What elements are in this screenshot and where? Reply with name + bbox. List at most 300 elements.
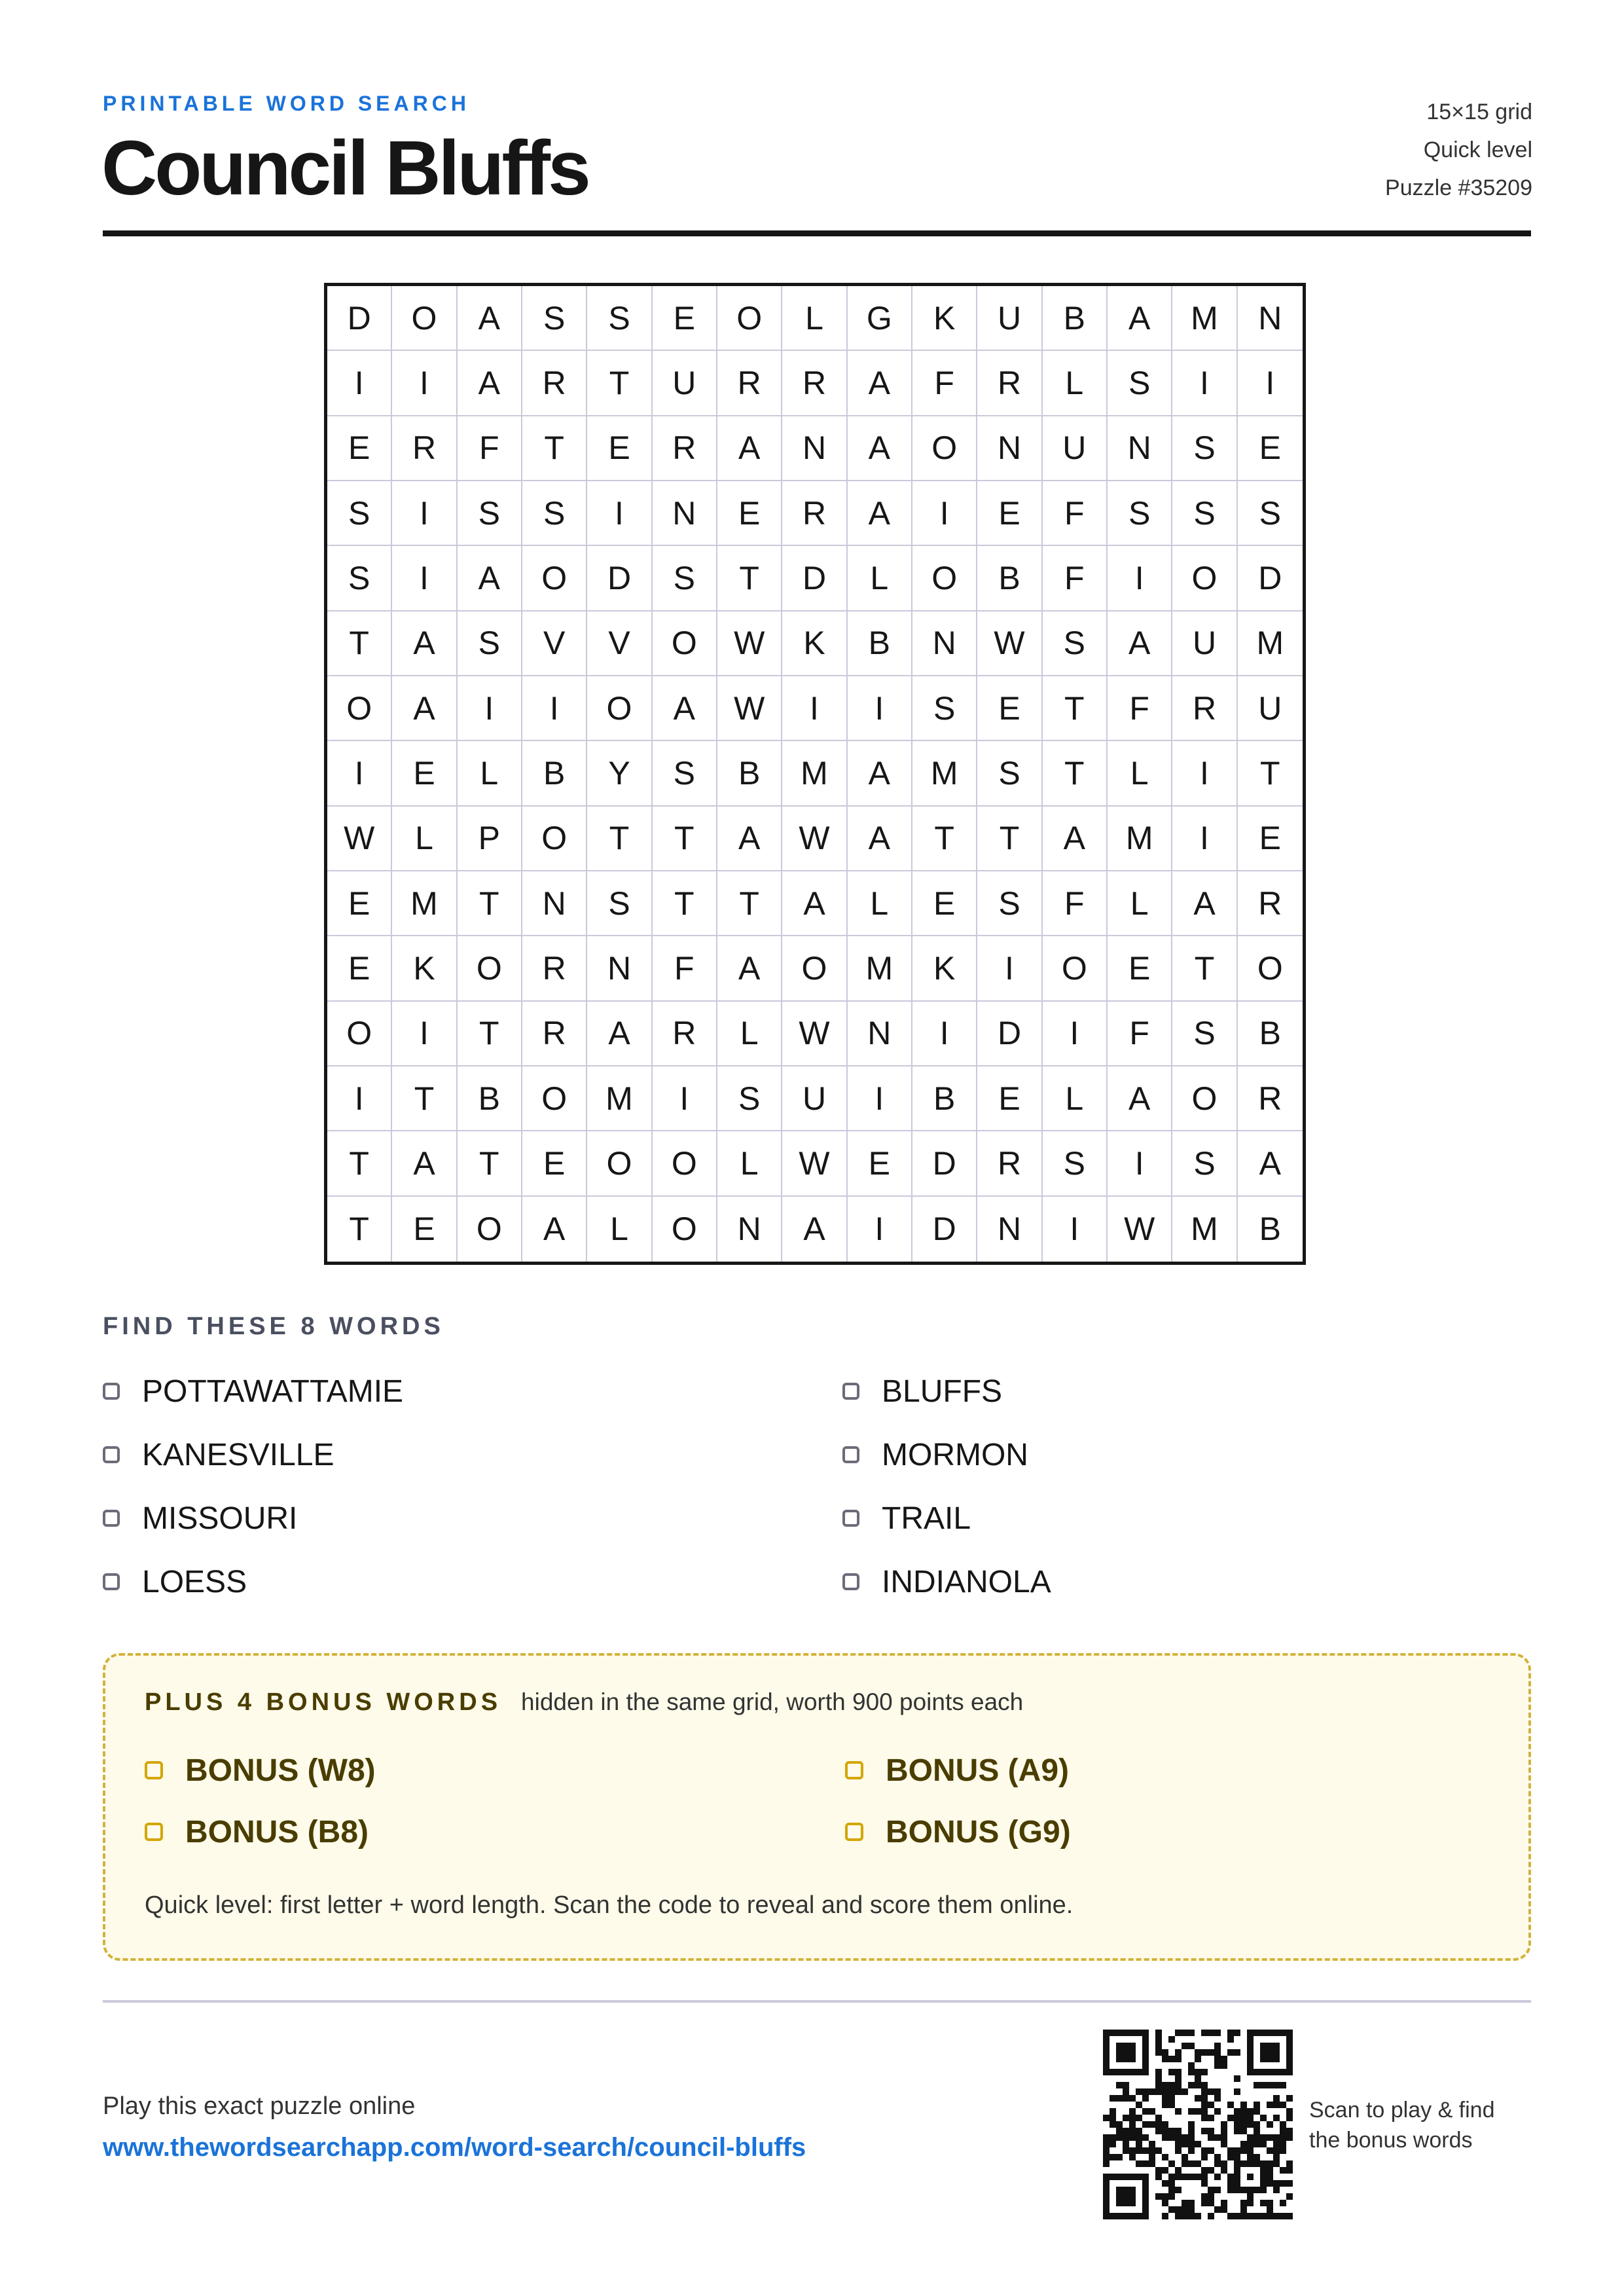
grid-cell[interactable]: L [848,871,912,936]
grid-cell[interactable]: V [522,611,587,676]
qr-module [1110,2095,1116,2102]
qr-module [1247,2154,1254,2160]
bonus-word-item[interactable] [845,1809,1434,1855]
grid-cell[interactable]: I [1108,1131,1172,1196]
grid-cell[interactable]: O [522,1066,587,1131]
grid-cell[interactable]: M [392,871,457,936]
grid-cell[interactable]: T [458,871,522,936]
grid-cell[interactable]: W [717,676,782,741]
grid-cell[interactable]: S [653,741,717,806]
grid-cell[interactable]: U [1172,611,1237,676]
grid-cell[interactable]: E [848,1131,912,1196]
qr-module [1234,2075,1240,2082]
grid-cell[interactable]: A [848,741,912,806]
grid-cell[interactable]: A [653,676,717,741]
grid-cell[interactable]: D [977,1002,1042,1066]
grid-cell[interactable]: S [653,546,717,611]
grid-cell[interactable]: F [458,416,522,481]
grid-cell[interactable]: I [782,676,847,741]
grid-cell[interactable]: R [522,1002,587,1066]
grid-cell[interactable]: L [717,1002,782,1066]
grid-cell[interactable]: W [782,1131,847,1196]
grid-cell[interactable]: M [1172,1197,1237,1262]
checkbox-icon[interactable] [842,1573,859,1590]
grid-cell[interactable]: M [912,741,977,806]
grid-cell[interactable]: T [1043,676,1108,741]
grid-cell[interactable]: S [1108,481,1172,546]
grid-cell[interactable]: O [912,546,977,611]
grid-cell[interactable]: K [912,286,977,351]
grid-cell[interactable]: I [392,351,457,416]
grid-cell[interactable]: I [1172,351,1237,416]
grid-cell[interactable]: A [1108,286,1172,351]
grid-cell[interactable]: A [848,807,912,871]
grid-cell[interactable]: S [1172,481,1237,546]
grid-cell[interactable]: B [458,1066,522,1131]
grid-cell[interactable]: S [717,1066,782,1131]
grid-cell[interactable]: D [327,286,392,351]
grid-cell[interactable]: W [977,611,1042,676]
letter-grid[interactable] [324,283,1306,1265]
grid-cell[interactable]: S [587,286,652,351]
grid-cell[interactable]: I [327,741,392,806]
grid-cell[interactable]: L [717,1131,782,1196]
checkbox-icon[interactable] [103,1383,120,1400]
grid-cell[interactable]: M [1238,611,1303,676]
grid-cell[interactable]: E [717,481,782,546]
grid-cell[interactable]: R [1172,676,1237,741]
grid-cell[interactable]: T [327,1131,392,1196]
grid-cell[interactable]: L [1108,741,1172,806]
grid-cell[interactable]: W [782,1002,847,1066]
grid-cell[interactable]: W [782,807,847,871]
grid-cell[interactable]: N [1108,416,1172,481]
grid-cell[interactable]: S [977,871,1042,936]
grid-cell[interactable]: E [977,676,1042,741]
grid-cell[interactable]: A [848,416,912,481]
grid-cell[interactable]: T [653,871,717,936]
grid-cell[interactable]: O [1238,936,1303,1001]
grid-cell[interactable]: I [977,936,1042,1001]
grid-cell[interactable]: O [653,1131,717,1196]
qr-module [1280,2180,1286,2187]
grid-cell[interactable]: I [848,1066,912,1131]
qr-module [1136,2134,1142,2141]
grid-cell[interactable]: I [587,481,652,546]
grid-cell[interactable]: R [782,481,847,546]
qr-module [1175,2056,1182,2062]
grid-cell[interactable]: S [1043,611,1108,676]
grid-cell[interactable]: S [458,481,522,546]
word-list-item[interactable] [842,1432,1531,1478]
grid-cell[interactable]: A [392,1131,457,1196]
grid-cell[interactable]: O [587,676,652,741]
grid-cell[interactable]: F [1043,871,1108,936]
grid-cell[interactable]: T [1043,741,1108,806]
grid-cell[interactable]: E [1238,807,1303,871]
bonus-word-item[interactable] [845,1747,1434,1793]
qr-module [1234,2147,1240,2154]
checkbox-icon[interactable] [845,1761,863,1779]
grid-cell[interactable]: U [1238,676,1303,741]
grid-cell[interactable]: I [848,676,912,741]
qr-module [1273,2134,1280,2141]
qr-module [1116,2154,1123,2160]
word-list-item[interactable] [103,1368,842,1414]
word-list-item[interactable] [103,1432,842,1478]
qr-module [1123,2082,1129,2088]
grid-cell[interactable]: W [1108,1197,1172,1262]
grid-cell[interactable]: O [587,1131,652,1196]
qr-module [1280,2128,1286,2134]
grid-cell[interactable]: E [1238,416,1303,481]
grid-cell[interactable]: O [1172,1066,1237,1131]
grid-cell[interactable]: T [587,351,652,416]
grid-cell[interactable]: A [392,611,457,676]
grid-cell[interactable]: T [522,416,587,481]
qr-module [1103,2154,1110,2160]
qr-module [1240,2128,1247,2134]
grid-cell[interactable]: D [782,546,847,611]
grid-cell[interactable]: E [977,1066,1042,1131]
grid-cell[interactable]: U [977,286,1042,351]
grid-cell[interactable]: A [522,1197,587,1262]
bonus-word-list [145,1747,1434,1870]
grid-cell[interactable]: F [1043,481,1108,546]
grid-cell[interactable]: I [1238,351,1303,416]
grid-cell[interactable]: F [1043,546,1108,611]
grid-cell[interactable]: I [1043,1197,1108,1262]
grid-cell[interactable]: L [1043,351,1108,416]
qr-module [1103,2141,1110,2147]
grid-cell[interactable]: M [848,936,912,1001]
qr-module [1110,2134,1116,2141]
meta-grid-size: 15×15 grid [1426,100,1532,124]
qr-module [1273,2213,1280,2219]
grid-cell[interactable]: N [587,936,652,1001]
bonus-word-item[interactable] [145,1747,845,1793]
checkbox-icon[interactable] [103,1510,120,1527]
grid-cell[interactable]: S [327,546,392,611]
grid-cell[interactable]: E [1108,936,1172,1001]
grid-cell[interactable]: T [1238,741,1303,806]
qr-module [1188,2200,1195,2206]
grid-cell[interactable]: A [1108,611,1172,676]
grid-cell[interactable]: O [1172,546,1237,611]
grid-cell[interactable]: A [1172,871,1237,936]
grid-cell[interactable]: G [848,286,912,351]
qr-module [1214,2062,1221,2069]
grid-cell[interactable]: T [977,807,1042,871]
grid-cell[interactable]: O [327,676,392,741]
grid-cell[interactable]: A [782,871,847,936]
qr-module [1201,2167,1208,2174]
grid-cell[interactable]: N [782,416,847,481]
grid-cell[interactable]: B [848,611,912,676]
grid-cell[interactable]: R [977,351,1042,416]
grid-cell[interactable]: O [522,807,587,871]
qr-module [1136,2160,1142,2167]
grid-cell[interactable]: S [912,676,977,741]
grid-cell[interactable]: A [458,286,522,351]
grid-cell[interactable]: B [522,741,587,806]
grid-cell[interactable]: R [977,1131,1042,1196]
qr-module [1136,2115,1142,2121]
grid-cell[interactable]: S [458,611,522,676]
grid-cell[interactable]: S [1238,481,1303,546]
grid-cell[interactable]: D [912,1131,977,1196]
grid-cell[interactable]: F [1108,1002,1172,1066]
grid-cell[interactable]: R [717,351,782,416]
grid-cell[interactable]: R [653,1002,717,1066]
grid-cell[interactable]: N [977,1197,1042,1262]
grid-cell[interactable]: O [458,936,522,1001]
qr-module [1214,2108,1221,2115]
grid-cell[interactable]: O [653,611,717,676]
grid-cell[interactable]: O [782,936,847,1001]
grid-cell[interactable]: A [1108,1066,1172,1131]
checkbox-icon[interactable] [145,1761,163,1779]
checkbox-icon[interactable] [103,1573,120,1590]
grid-cell[interactable]: O [653,1197,717,1262]
play-online-label: Play this exact puzzle online [103,2092,416,2120]
grid-cell[interactable]: U [653,351,717,416]
grid-cell[interactable]: I [1172,741,1237,806]
grid-cell[interactable]: S [1108,351,1172,416]
grid-cell[interactable]: I [392,546,457,611]
grid-cell[interactable]: Y [587,741,652,806]
grid-cell[interactable]: S [1172,1002,1237,1066]
grid-cell[interactable]: I [1108,546,1172,611]
grid-cell[interactable]: L [587,1197,652,1262]
play-online-link[interactable]: www.thewordsearchapp.com/word-search/council-bluffs [103,2133,806,2162]
grid-cell[interactable]: E [392,741,457,806]
grid-cell[interactable]: E [392,1197,457,1262]
grid-cell[interactable]: B [977,546,1042,611]
grid-cell[interactable]: I [458,676,522,741]
grid-cell[interactable]: T [912,807,977,871]
grid-cell[interactable]: L [1043,1066,1108,1131]
qr-module [1227,2030,1234,2036]
grid-cell[interactable]: E [327,416,392,481]
grid-cell[interactable]: I [912,1002,977,1066]
grid-cell[interactable]: A [458,351,522,416]
qr-module [1227,2213,1234,2219]
grid-cell[interactable]: T [717,546,782,611]
grid-cell[interactable]: I [912,481,977,546]
grid-cell[interactable]: L [782,286,847,351]
grid-cell[interactable]: I [848,1197,912,1262]
checkbox-icon[interactable] [145,1823,163,1841]
grid-cell[interactable]: O [717,286,782,351]
grid-cell[interactable]: N [1238,286,1303,351]
grid-cell[interactable]: A [587,1002,652,1066]
qr-module [1149,2141,1155,2147]
grid-cell[interactable]: B [717,741,782,806]
grid-cell[interactable]: N [848,1002,912,1066]
grid-cell[interactable]: E [587,416,652,481]
grid-cell[interactable]: T [392,1066,457,1131]
word-list-item[interactable] [103,1495,842,1541]
grid-cell[interactable]: E [653,286,717,351]
grid-cell[interactable]: D [587,546,652,611]
grid-cell[interactable]: E [977,481,1042,546]
grid-cell[interactable]: F [912,351,977,416]
grid-cell[interactable]: S [1043,1131,1108,1196]
qr-module [1155,2193,1162,2200]
grid-cell[interactable]: T [653,807,717,871]
grid-cell[interactable]: L [458,741,522,806]
word-label: TRAIL [882,1501,971,1536]
qr-module [1267,2147,1273,2154]
grid-cell[interactable]: O [522,546,587,611]
grid-cell[interactable]: L [392,807,457,871]
grid-cell[interactable]: M [1108,807,1172,871]
grid-cell[interactable]: S [977,741,1042,806]
grid-cell[interactable]: L [1108,871,1172,936]
grid-cell[interactable]: O [1043,936,1108,1001]
grid-cell[interactable]: D [912,1197,977,1262]
grid-cell[interactable]: P [458,807,522,871]
grid-cell[interactable]: O [327,1002,392,1066]
grid-cell[interactable]: B [1043,286,1108,351]
grid-cell[interactable]: A [1043,807,1108,871]
qr-module [1240,2200,1247,2206]
checkbox-icon[interactable] [842,1383,859,1400]
word-list-item[interactable] [842,1559,1531,1605]
grid-cell[interactable]: O [912,416,977,481]
grid-cell[interactable]: N [977,416,1042,481]
grid-cell[interactable]: A [848,481,912,546]
grid-cell[interactable]: A [458,546,522,611]
qr-module [1286,2128,1293,2134]
grid-cell[interactable]: N [653,481,717,546]
qr-module [1136,2141,1142,2147]
grid-cell[interactable]: T [587,807,652,871]
grid-cell[interactable]: E [912,871,977,936]
qr-module [1175,2049,1182,2056]
grid-cell[interactable]: I [392,481,457,546]
qr-module [1273,2102,1280,2108]
grid-cell[interactable]: B [1259,1211,1281,1248]
grid-cell[interactable]: E [522,1131,587,1196]
grid-cell[interactable]: V [587,611,652,676]
qr-module [1254,2082,1260,2088]
grid-cell[interactable]: T [717,871,782,936]
grid-cell[interactable]: F [653,936,717,1001]
grid-cell[interactable]: O [458,1197,522,1262]
grid-cell[interactable]: I [1172,807,1237,871]
grid-cell[interactable]: A [392,676,457,741]
grid-cell[interactable]: R [392,416,457,481]
grid-cell[interactable]: T [1172,936,1237,1001]
grid-cell[interactable]: U [782,1066,847,1131]
qr-module [1103,2160,1110,2167]
grid-cell[interactable]: L [848,546,912,611]
grid-cell[interactable]: R [522,936,587,1001]
grid-cell[interactable]: R [1238,1066,1303,1131]
word-list-item[interactable] [103,1559,842,1605]
grid-cell[interactable]: I [392,1002,457,1066]
grid-cell[interactable]: U [1043,416,1108,481]
grid-cell[interactable]: B [912,1066,977,1131]
grid-cell[interactable]: N [522,871,587,936]
grid-cell[interactable]: R [522,351,587,416]
qr-module [1123,2115,1129,2121]
grid-cell[interactable]: I [1043,1002,1108,1066]
grid-cell[interactable]: A [717,807,782,871]
grid-cell[interactable]: T [327,1197,392,1262]
qr-module [1142,2147,1149,2154]
grid-cell[interactable]: I [327,351,392,416]
grid-cell[interactable]: T [458,1131,522,1196]
grid-cell[interactable]: W [717,611,782,676]
grid-cell[interactable]: K [782,611,847,676]
grid-cell[interactable]: S [1172,416,1237,481]
grid-cell[interactable]: I [327,1066,392,1131]
grid-cell[interactable]: F [1108,676,1172,741]
word-list-item[interactable] [842,1368,1531,1414]
grid-cell[interactable]: M [587,1066,652,1131]
grid-cell[interactable]: T [327,611,392,676]
grid-cell[interactable]: I [522,676,587,741]
grid-cell[interactable]: S [1172,1131,1237,1196]
grid-cell[interactable]: K [912,936,977,1001]
grid-cell[interactable]: S [522,286,587,351]
word-list-item[interactable] [842,1495,1531,1541]
grid-cell[interactable]: N [912,611,977,676]
checkbox-icon[interactable] [103,1446,120,1463]
grid-cell[interactable]: R [1238,871,1303,936]
grid-cell[interactable]: M [782,741,847,806]
grid-cell[interactable]: A [782,1197,847,1262]
grid-cell[interactable]: E [327,871,392,936]
qr-code-icon[interactable] [1103,2030,1293,2219]
grid-cell[interactable]: T [458,1002,522,1066]
checkbox-icon[interactable] [842,1510,859,1527]
grid-cell[interactable]: A [717,936,782,1001]
grid-cell[interactable]: A [1238,1131,1303,1196]
grid-cell[interactable]: E [327,936,392,1001]
qr-module [1221,2056,1227,2062]
grid-cell[interactable]: S [327,481,392,546]
grid-cell[interactable]: M [1172,286,1237,351]
qr-module [1254,2134,1260,2141]
qr-module [1267,2102,1273,2108]
grid-cell[interactable]: S [522,481,587,546]
grid-cell[interactable]: R [653,416,717,481]
grid-cell[interactable]: N [717,1197,782,1262]
qr-module [1201,2082,1208,2088]
grid-cell[interactable]: A [848,351,912,416]
grid-cell[interactable]: D [1238,546,1303,611]
grid-cell[interactable]: K [392,936,457,1001]
checkbox-icon[interactable] [845,1823,863,1841]
checkbox-icon[interactable] [842,1446,859,1463]
grid-cell[interactable]: A [717,416,782,481]
grid-cell[interactable]: O [392,286,457,351]
qr-module [1129,2095,1136,2102]
grid-cell[interactable]: S [587,871,652,936]
qr-module [1129,2154,1136,2160]
qr-module [1168,2160,1175,2167]
grid-cell[interactable]: B [1238,1002,1303,1066]
grid-cell[interactable]: W [327,807,392,871]
grid-cell[interactable]: I [653,1066,717,1131]
qr-module [1195,2082,1201,2088]
bonus-word-item[interactable] [145,1809,845,1855]
grid-cell[interactable]: R [782,351,847,416]
